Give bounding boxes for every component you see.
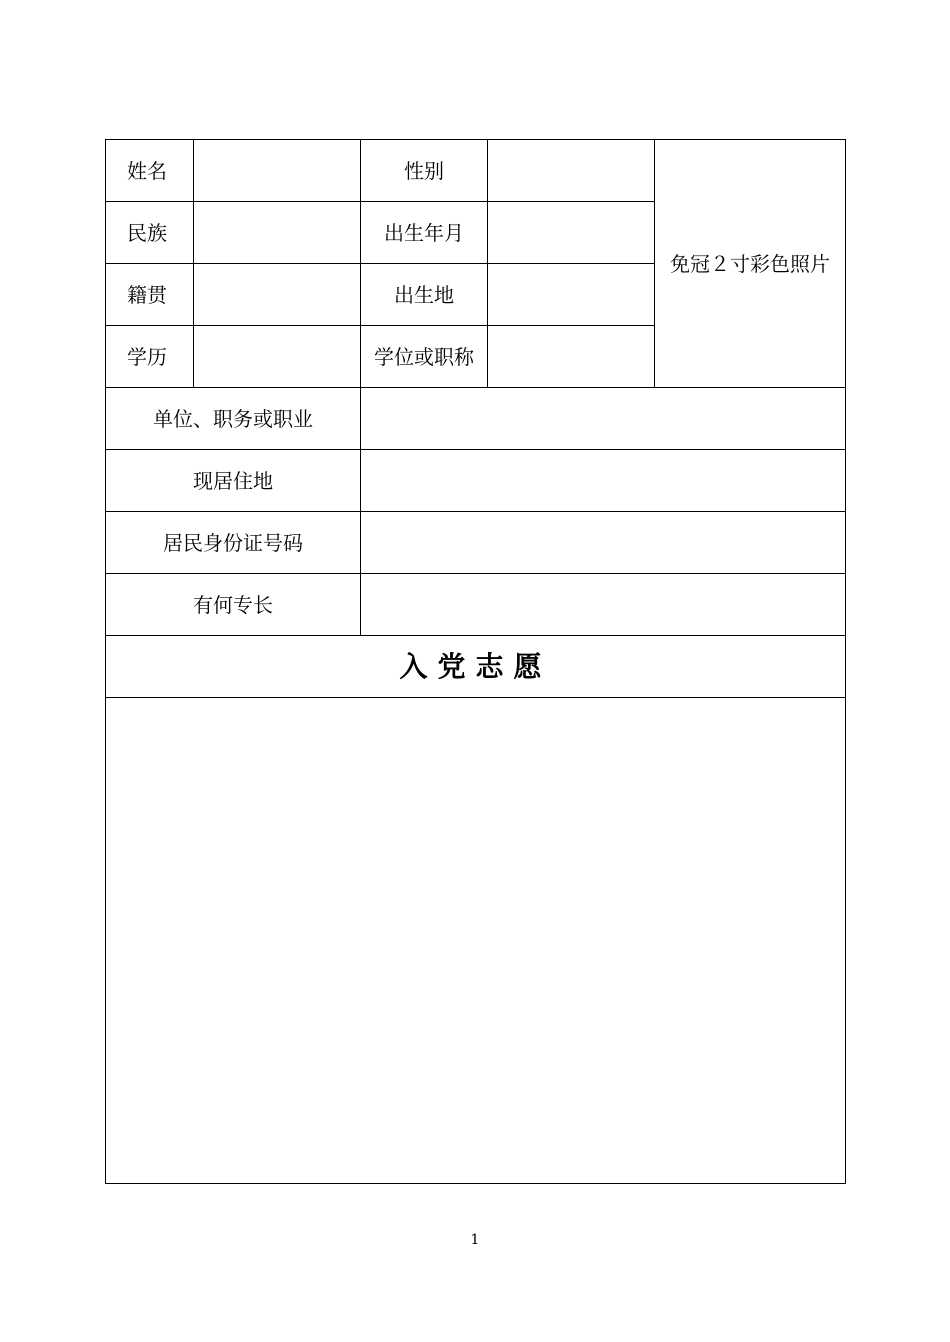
application-text-area[interactable] — [106, 698, 846, 1184]
education-field[interactable] — [194, 326, 361, 388]
birthplace-field[interactable] — [488, 264, 655, 326]
form-row-name — [106, 140, 846, 202]
degree-label: 学位或职称 — [361, 326, 488, 388]
gender-label: 性别 — [361, 140, 488, 202]
id-number-field[interactable] — [361, 512, 846, 574]
party-application-form — [105, 139, 846, 1184]
birth-date-field[interactable] — [488, 202, 655, 264]
form-row-residence — [106, 450, 846, 512]
education-label: 学历 — [106, 326, 194, 388]
photo-placeholder: 免冠２寸彩色照片 — [655, 140, 846, 388]
ethnicity-field[interactable] — [194, 202, 361, 264]
residence-label: 现居住地 — [106, 450, 361, 512]
specialty-label: 有何专长 — [106, 574, 361, 636]
page-number: 1 — [470, 1232, 480, 1248]
form-row-specialty — [106, 574, 846, 636]
employer-field[interactable] — [361, 388, 846, 450]
specialty-field[interactable] — [361, 574, 846, 636]
birth-date-label: 出生年月 — [361, 202, 488, 264]
form-row-employer — [106, 388, 846, 450]
id-number-label: 居民身份证号码 — [106, 512, 361, 574]
application-heading: 入党志愿 — [106, 636, 846, 698]
name-label: 姓名 — [106, 140, 194, 202]
native-place-field[interactable] — [194, 264, 361, 326]
native-place-label: 籍贯 — [106, 264, 194, 326]
ethnicity-label: 民族 — [106, 202, 194, 264]
residence-field[interactable] — [361, 450, 846, 512]
birthplace-label: 出生地 — [361, 264, 488, 326]
form-row-id-number — [106, 512, 846, 574]
employer-label: 单位、职务或职业 — [106, 388, 361, 450]
degree-field[interactable] — [488, 326, 655, 388]
form-row-application-body — [106, 698, 846, 1184]
name-field[interactable] — [194, 140, 361, 202]
gender-field[interactable] — [488, 140, 655, 202]
form-row-application-heading — [106, 636, 846, 698]
